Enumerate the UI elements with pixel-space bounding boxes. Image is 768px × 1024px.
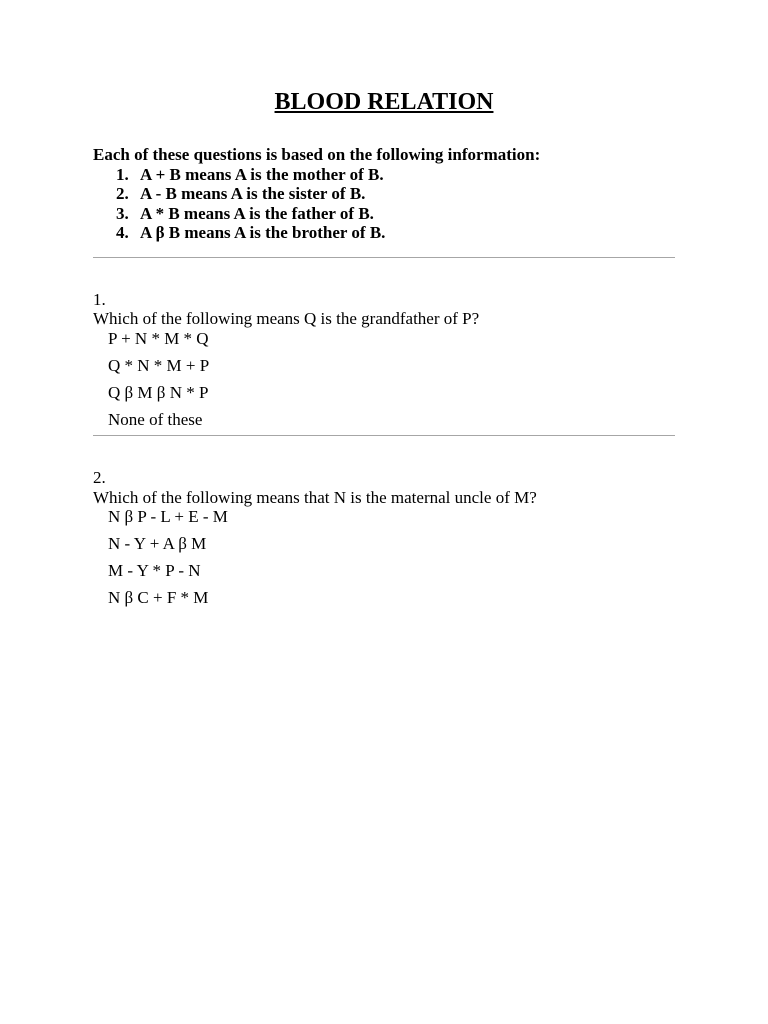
page-title: BLOOD RELATION [274,89,494,115]
rule-text: A * B means A is the father of B. [140,203,374,223]
option-item[interactable]: P + N * M * Q [108,328,209,348]
rule-item [93,223,675,243]
rules-list [93,165,675,243]
option-item[interactable]: M - Y * P - N [108,561,201,580]
rule-number: 3. [116,203,129,223]
rule-number: 1. [116,164,129,184]
option-item[interactable]: None of these [108,409,203,429]
section-divider [93,435,675,436]
intro-text: Each of these questions is based on the following information: [93,145,541,164]
rule-item [93,184,675,204]
rule-number: 2. [116,184,129,203]
options-list [93,507,675,608]
option-item[interactable]: Q * N * M + P [108,355,210,375]
rule-item [93,204,675,224]
question-number: 1. [93,289,106,309]
question-text: Which of the following means Q is the grandfather of P? [93,309,480,328]
rule-text: A + B means A is the mother of B. [140,164,384,184]
section-divider [93,257,675,258]
rule-text: A - B means A is the sister of B. [140,184,366,203]
question-number: 2. [93,468,106,487]
question-1 [93,290,675,430]
option-item[interactable]: N β C + F * M [108,588,209,607]
question-text: Which of the following means that N is the maternal uncle of M? [93,487,537,507]
rule-item [93,165,675,185]
option-item[interactable]: N - Y + A β M [108,534,207,553]
question-2 [93,468,675,608]
rule-text: A β B means A is the brother of B. [140,223,386,242]
options-list [93,329,675,430]
rule-number: 4. [116,223,129,242]
option-item[interactable]: N β P - L + E - M [108,507,228,526]
option-item[interactable]: Q β M β N * P [108,382,209,402]
